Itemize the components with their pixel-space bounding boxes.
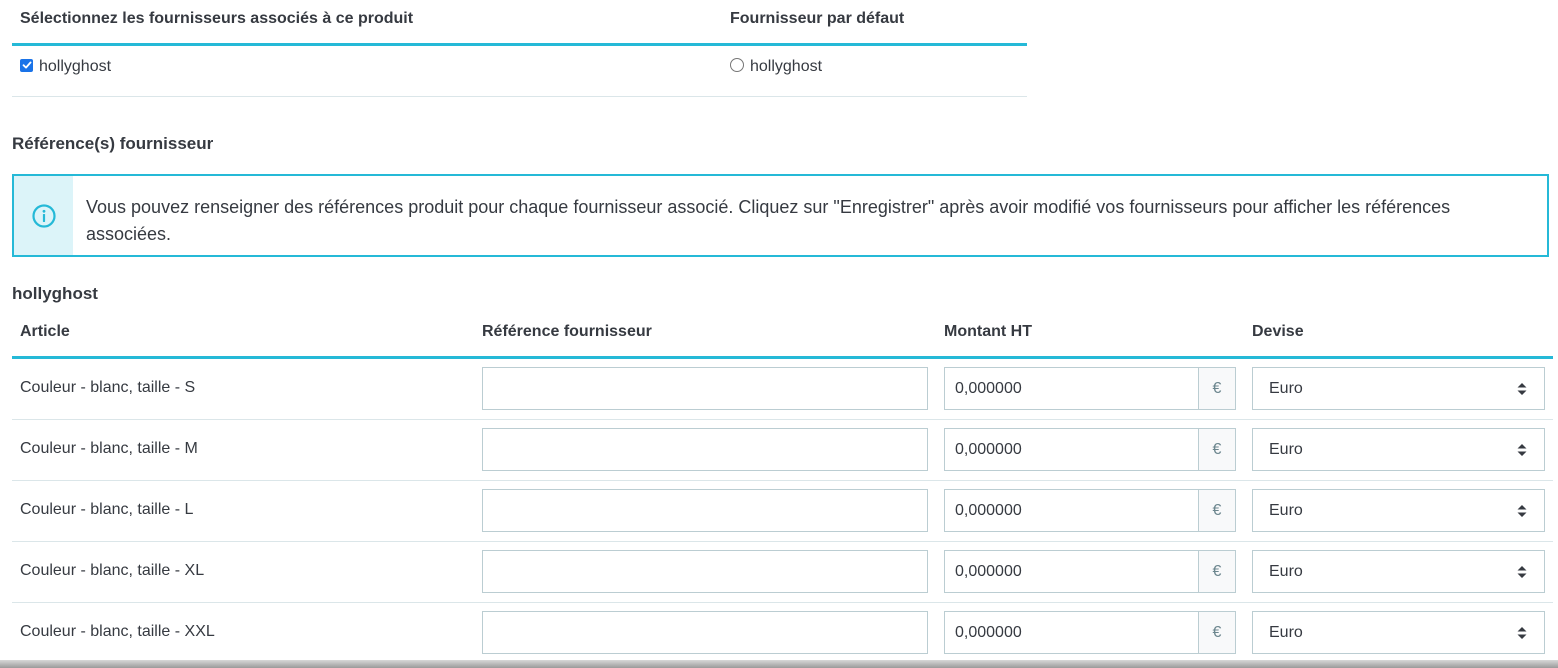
currency-select-value: Euro: [1269, 440, 1303, 458]
price-input-group: [944, 367, 1236, 410]
default-supplier-option[interactable]: [730, 58, 822, 76]
table-row: [12, 420, 1553, 481]
select-arrows-icon: [1516, 625, 1528, 641]
default-supplier-header: Fournisseur par défaut: [730, 10, 905, 27]
supplier-references-title: Référence(s) fournisseur: [12, 134, 214, 153]
currency-column-header: Devise: [1252, 323, 1304, 340]
price-input[interactable]: [945, 551, 1198, 592]
select-arrows-icon: [1516, 503, 1528, 519]
supplier-references-table: [12, 308, 1553, 664]
reference-column-header: Référence fournisseur: [482, 323, 652, 340]
price-column-header: Montant HT: [944, 323, 1032, 340]
currency-select[interactable]: [1252, 489, 1545, 532]
currency-select-value: Euro: [1269, 501, 1303, 519]
table-row: [12, 542, 1553, 603]
table-row: [12, 603, 1553, 664]
article-label: Couleur - blanc, taille - XXL: [20, 623, 215, 640]
references-table-header: [12, 308, 1553, 359]
supplier-checkbox[interactable]: [20, 59, 33, 72]
article-label: Couleur - blanc, taille - L: [20, 501, 194, 518]
price-input-group: [944, 489, 1236, 532]
alert-icon-box: [14, 176, 73, 255]
currency-select-value: Euro: [1269, 562, 1303, 580]
supplier-name-heading: hollyghost: [12, 284, 98, 303]
info-alert-text: Vous pouvez renseigner des références produit pour chaque fournisseur associé. Cliquez sur "Enregistrer" après avoir modifié vos fournisseurs pour afficher les références associées.: [86, 197, 1451, 244]
info-alert: [12, 174, 1549, 257]
supplier-reference-input[interactable]: [482, 489, 928, 532]
article-label: Couleur - blanc, taille - XL: [20, 562, 205, 579]
supplier-select-option[interactable]: [20, 58, 111, 76]
suppliers-table: [12, 0, 1027, 97]
supplier-reference-input[interactable]: [482, 367, 928, 410]
supplier-reference-input[interactable]: [482, 611, 928, 654]
default-supplier-radio[interactable]: [730, 58, 744, 72]
price-input-group: [944, 611, 1236, 654]
price-input[interactable]: [945, 429, 1198, 470]
checkmark-icon: [22, 60, 32, 70]
info-icon: [31, 203, 57, 229]
table-row: [12, 481, 1553, 542]
euro-symbol: €: [1198, 429, 1235, 470]
article-column-header: Article: [20, 323, 70, 340]
price-input-group: [944, 550, 1236, 593]
article-label: Couleur - blanc, taille - M: [20, 440, 198, 457]
supplier-select-label: hollyghost: [39, 58, 112, 75]
currency-select-value: Euro: [1269, 623, 1303, 641]
price-input[interactable]: [945, 368, 1198, 409]
supplier-reference-input[interactable]: [482, 550, 928, 593]
article-label: Couleur - blanc, taille - S: [20, 379, 196, 396]
table-row: [12, 359, 1553, 420]
supplier-reference-input[interactable]: [482, 428, 928, 471]
select-arrows-icon: [1516, 442, 1528, 458]
euro-symbol: €: [1198, 612, 1235, 653]
euro-symbol: €: [1198, 551, 1235, 592]
price-input[interactable]: [945, 612, 1198, 653]
currency-select[interactable]: [1252, 428, 1545, 471]
price-input[interactable]: [945, 490, 1198, 531]
euro-symbol: €: [1198, 490, 1235, 531]
select-arrows-icon: [1516, 381, 1528, 397]
supplier-row: [12, 46, 1027, 97]
select-arrows-icon: [1516, 564, 1528, 580]
euro-symbol: €: [1198, 368, 1235, 409]
price-input-group: [944, 428, 1236, 471]
currency-select-value: Euro: [1269, 379, 1303, 397]
bottom-edge-shadow: [0, 660, 1558, 668]
suppliers-table-header: [12, 0, 1027, 46]
currency-select[interactable]: [1252, 367, 1545, 410]
currency-select[interactable]: [1252, 611, 1545, 654]
currency-select[interactable]: [1252, 550, 1545, 593]
default-supplier-label: hollyghost: [750, 58, 823, 75]
select-suppliers-header: Sélectionnez les fournisseurs associés à ce produit: [20, 10, 414, 27]
